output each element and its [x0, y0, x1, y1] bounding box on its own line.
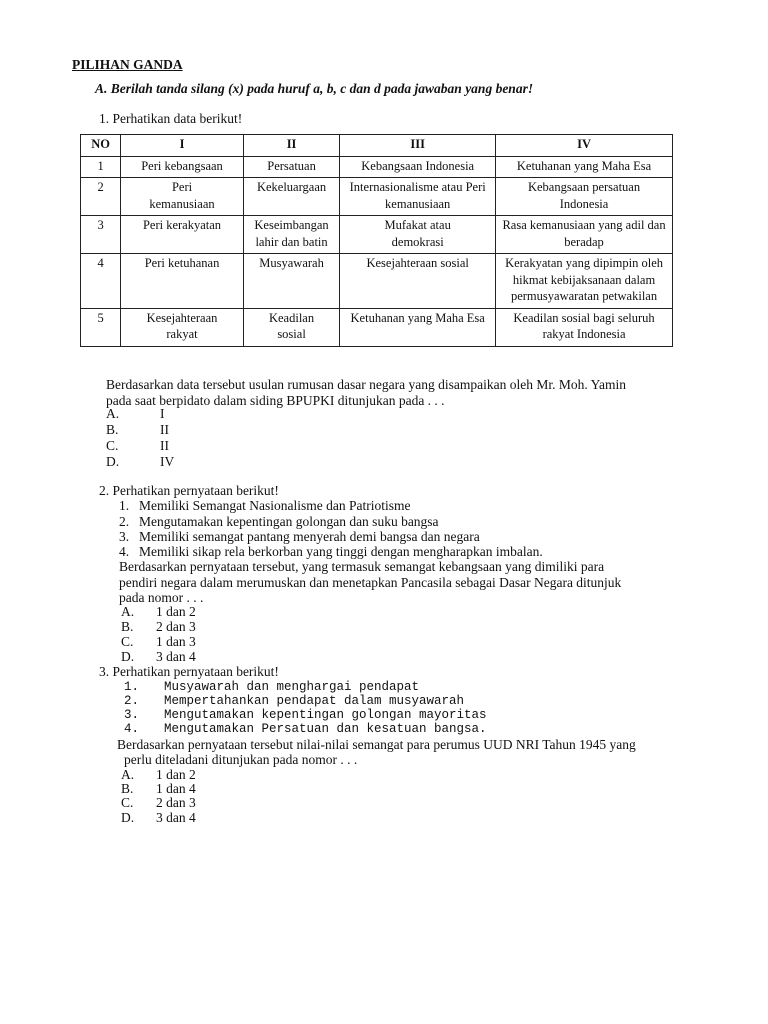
section-title: PILIHAN GANDA [72, 57, 183, 72]
option-letter: D. [106, 454, 120, 469]
statement-text: Memiliki semangat pantang menyerah demi bangsa dan negara [139, 529, 480, 544]
table-cell: Ketuhanan yang Maha Esa [496, 156, 673, 178]
table-header-cell: III [340, 135, 496, 157]
option-text: 2 dan 3 [156, 619, 196, 634]
option-text: 3 dan 4 [156, 810, 196, 825]
question-1-option-c [106, 438, 169, 454]
statement-number: 4. [124, 722, 140, 736]
option-text: I [160, 406, 165, 421]
data-table [80, 134, 673, 347]
option-letter: C. [121, 634, 134, 649]
table-row [81, 308, 673, 346]
table-cell: Peri kebangsaan [121, 156, 244, 178]
table-cell: Musyawarah [243, 254, 339, 309]
table-cell: Kerakyatan yang dipimpin oleh hikmat kebijaksanaan dalam permusyawaratan petwakilan [496, 254, 673, 309]
option-letter: B. [106, 422, 119, 437]
question-3-statement [124, 722, 487, 738]
table-cell: Keseimbangan lahir dan batin [243, 216, 339, 254]
question-2-text: pendiri negara dalam merumuskan dan menetapkan Pancasila sebagai Dasar Negara ditunjuk [119, 575, 622, 590]
question-1-text: Berdasarkan data tersebut usulan rumusan dasar negara yang disampaikan oleh Mr. Moh. Yamin [106, 377, 626, 392]
statement-text: Mengutamakan kepentingan golongan dan suku bangsa [139, 514, 439, 529]
option-text: 1 dan 2 [156, 767, 196, 782]
question-3-option-c [121, 795, 196, 811]
question-3-option-d [121, 810, 196, 826]
option-text: 1 dan 3 [156, 634, 196, 649]
option-letter: D. [121, 649, 135, 664]
table-cell: Kebangsaan Indonesia [340, 156, 496, 178]
table-cell: Kesejahteraan rakyat [121, 308, 244, 346]
question-3-text: Berdasarkan pernyataan tersebut nilai-nilai semangat para perumus UUD NRI Tahun 1945 yang [117, 737, 636, 752]
option-text: 1 dan 2 [156, 604, 196, 619]
option-letter: C. [121, 795, 134, 810]
table-row [81, 156, 673, 178]
table-cell: 3 [81, 216, 121, 254]
table-cell: Kebangsaan persatuan Indonesia [496, 178, 673, 216]
statement-number: 1. [119, 498, 130, 513]
statement-text: Mempertahankan pendapat dalam musyawarah [164, 694, 465, 708]
table-header-row [81, 135, 673, 157]
option-text: II [160, 422, 169, 437]
table-cell: 2 [81, 178, 121, 216]
statement-number: 1. [124, 680, 140, 694]
option-text: 2 dan 3 [156, 795, 196, 810]
option-text: 1 dan 4 [156, 781, 196, 796]
option-letter: D. [121, 810, 135, 825]
question-2-statement [119, 514, 439, 530]
statement-number: 2. [124, 694, 140, 708]
option-letter: A. [106, 406, 120, 421]
question-1-option-a [106, 406, 165, 422]
question-2-statement [119, 498, 410, 514]
question-2-option-c [121, 634, 196, 650]
question-2-statement [119, 529, 480, 545]
table-cell: 1 [81, 156, 121, 178]
table-cell: Mufakat atau demokrasi [340, 216, 496, 254]
table-cell: Keadilan sosial [243, 308, 339, 346]
table-row [81, 216, 673, 254]
table-cell: Internasionalisme atau Peri kemanusiaan [340, 178, 496, 216]
statement-number: 4. [119, 544, 130, 559]
table-cell: Peri ketuhanan [121, 254, 244, 309]
table-header-cell: NO [81, 135, 121, 157]
instruction-line: A. Berilah tanda silang (x) pada huruf a, b, c dan d pada jawaban yang benar! [95, 81, 534, 96]
question-3-text: perlu diteladani ditunjukan pada nomor . . . [124, 752, 358, 767]
statement-number: 3. [124, 708, 140, 722]
statement-text: Memiliki sikap rela berkorban yang tinggi dengan mengharapkan imbalan. [139, 544, 543, 559]
statement-text: Mengutamakan Persatuan dan kesatuan bangsa. [164, 722, 487, 736]
question-1-stem: 1. Perhatikan data berikut! [99, 111, 243, 126]
table-cell: Keadilan sosial bagi seluruh rakyat Indonesia [496, 308, 673, 346]
table-cell: Persatuan [243, 156, 339, 178]
option-letter: A. [121, 767, 135, 782]
table-cell: 4 [81, 254, 121, 309]
option-letter: B. [121, 781, 134, 796]
option-text: II [160, 438, 169, 453]
table-cell: Kekeluargaan [243, 178, 339, 216]
statement-text: Mengutamakan kepentingan golongan mayoritas [164, 708, 487, 722]
question-1-text: pada saat berpidato dalam siding BPUPKI ditunjukan pada . . . [106, 393, 445, 408]
question-2-option-a [121, 604, 196, 620]
question-3-stem: 3. Perhatikan pernyataan berikut! [99, 664, 279, 679]
question-2-option-b [121, 619, 196, 635]
option-letter: B. [121, 619, 134, 634]
statement-number: 3. [119, 529, 130, 544]
table-cell: Peri kerakyatan [121, 216, 244, 254]
table-cell: Peri kemanusiaan [121, 178, 244, 216]
option-text: IV [160, 454, 175, 469]
table-cell: 5 [81, 308, 121, 346]
option-text: 3 dan 4 [156, 649, 196, 664]
option-letter: C. [106, 438, 119, 453]
statement-text: Memiliki Semangat Nasionalisme dan Patriotisme [139, 498, 411, 513]
table-cell: Rasa kemanusiaan yang adil dan beradap [496, 216, 673, 254]
table-header-cell: II [243, 135, 339, 157]
table-cell: Ketuhanan yang Maha Esa [340, 308, 496, 346]
option-letter: A. [121, 604, 135, 619]
question-2-statement [119, 544, 543, 560]
question-2-stem: 2. Perhatikan pernyataan berikut! [99, 483, 279, 498]
table-row [81, 178, 673, 216]
statement-text: Musyawarah dan menghargai pendapat [164, 680, 420, 694]
question-2-text: Berdasarkan pernyataan tersebut, yang termasuk semangat kebangsaan yang dimiliki para [119, 559, 605, 574]
table-header-cell: IV [496, 135, 673, 157]
question-1-option-d [106, 454, 174, 470]
question-2-text: pada nomor . . . [119, 590, 204, 605]
statement-number: 2. [119, 514, 130, 529]
table-row [81, 254, 673, 309]
table-cell: Kesejahteraan sosial [340, 254, 496, 309]
table-header-cell: I [121, 135, 244, 157]
question-2-option-d [121, 649, 196, 665]
question-1-option-b [106, 422, 169, 438]
